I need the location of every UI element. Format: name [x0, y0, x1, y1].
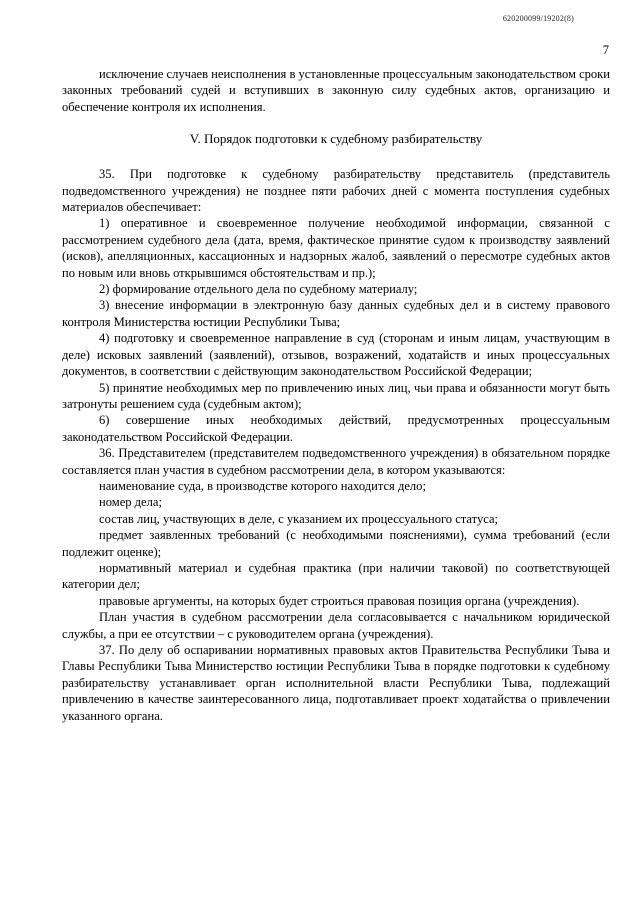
paragraph-36-item-court: наименование суда, в производстве которого находится дело; [99, 478, 426, 493]
paragraph-36-item-parties: состав лиц, участвующих в деле, с указанием их процессуального статуса; [99, 511, 499, 526]
paragraph-35-item-3: 3) внесение информации в электронную базу данных судебных дел и в систему правового контроля Министерства юстиции Республики Тыва; [62, 298, 610, 329]
paragraph-36-item-case-number: номер дела; [99, 495, 162, 510]
paragraph-36-item-normative: нормативный материал и судебная практика (при наличии таковой) по соответствующей категории дел; [62, 560, 610, 592]
paragraph-35-item-5: 5) принятие необходимых мер по привлечению иных лиц, чьи права и обязанности могут быть затронуты решением суда (судебным актом); [62, 380, 610, 411]
document-id: 620200099/19202(8) [502, 14, 574, 23]
intro-paragraph: исключение случаев неисполнения в установленные процессуальным законодательством сроки законных требований судей и вступивших в законную силу судебных актов, организацию и обеспечение контроля их исполнения. [62, 67, 610, 114]
paragraph-36: 36. Представителем (представителем подведомственного учреждения) в обязательном порядке составляется план участия в судебном рассмотрении дела, в котором указываются: [62, 446, 610, 477]
paragraph-36-approval: План участия в судебном рассмотрении дела согласовывается с начальником юридической службы, а при ее отсутствии – с руководителем органа (учреждения). [62, 610, 610, 641]
paragraph-35: 35. При подготовке к судебному разбирательству представитель (представитель подведомственного учреждения) не позднее пяти рабочих дней с момента поступления судебных материалов обеспечивает: [62, 167, 610, 215]
paragraph-37: 37. По делу об оспаривании нормативных правовых актов Правительства Республики Тыва и Главы Республики Тыва Министерство юстиции Республики Тыва в порядке подготовки к судебному разбирательству устанавливает орган исполнительной власти Республики Тыва, подлежащий привлечению в качестве заинтересованного лица, подготавливает проект ходатайства о привлечении указанного органа. [62, 643, 610, 723]
section-heading: V. Порядок подготовки к судебному разбирательству [189, 131, 483, 147]
paragraph-35-item-6: 6) совершение иных необходимых действий, предусмотренных процессуальным законодательством Российской Федерации. [62, 413, 610, 444]
paragraph-36-item-arguments: правовые аргументы, на которых будет строиться правовая позиция органа (учреждения). [99, 593, 580, 608]
paragraph-35-item-1: 1) оперативное и своевременное получение необходимой информации, связанной с рассмотрением судебного дела (дата, время, фактическое принятие судом к производству заявлений (исков), апелляционных, кассационных и надзорных жалоб, заявлений о пересмотре судебных актов по новым или вновь открывшимся обстоятельствам и пр.); [62, 216, 610, 280]
paragraph-35-item-4: 4) подготовку и своевременное направление в суд (сторонам и иным лицам, участвующим в деле) исковых заявлений (заявлений), отзывов, возражений, ходатайств и иных процессуальных документов, в соответствии с действующим законодательством Российской Федерации; [62, 331, 610, 379]
page-number: 7 [602, 43, 609, 57]
document-body [62, 66, 610, 724]
paragraph-35-item-2: 2) формирование отдельного дела по судебному материалу; [99, 282, 418, 297]
paragraph-36-item-claims: предмет заявленных требований (с необходимыми пояснениями), сумма требований (если подлежит оценке); [62, 528, 610, 559]
